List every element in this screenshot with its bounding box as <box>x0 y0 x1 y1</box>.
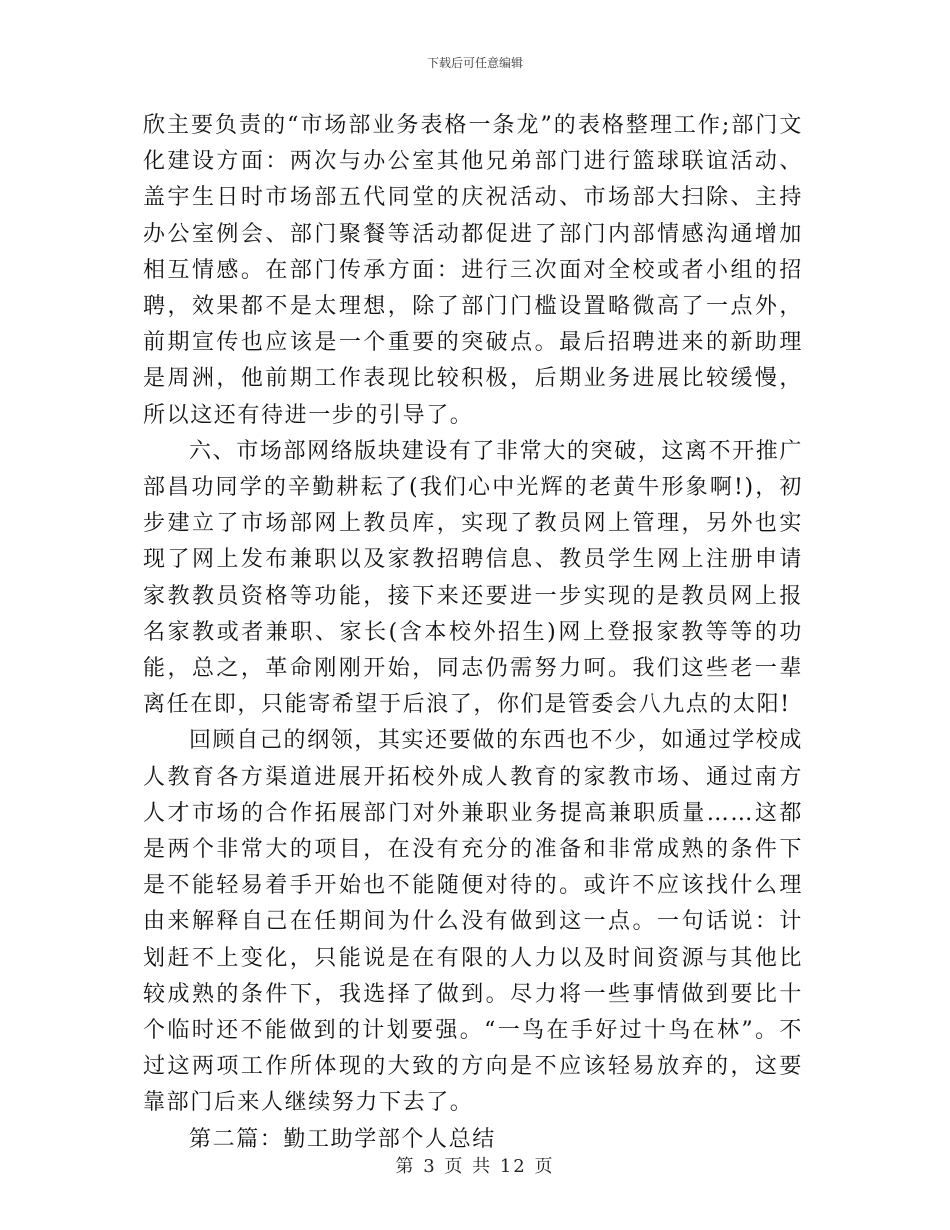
paragraph-continued: 欣主要负责的“市场部业务表格一条龙”的表格整理工作;部门文化建设方面：两次与办公室其他兄弟部门进行篮球联谊活动、盖宇生日时市场部五代同堂的庆祝活动、市场部大扫除、主持办公室例会、部门聚餐等活动都促进了部门内部情感沟通增加相互情感。在部门传承方面：进行三次面对全校或者小组的招聘，效果都不是太理想，除了部门门槛设置略微高了一点外，前期宣传也应该是一个重要的突破点。最后招聘进来的新助理是周洲，他前期工作表现比较积极，后期业务进展比较缓慢，所以这还有待进一步的引导了。 <box>143 113 803 428</box>
page-header: 下载后可任意编辑 <box>426 56 523 70</box>
page-number: 第 3 页 共 12 页 <box>395 1156 555 1177</box>
paragraph-review: 回顾自己的纲领，其实还要做的东西也不少，如通过学校成人教育各方渠道进展开拓校外成人教育的家教市场、通过南方人才市场的合作拓展部门对外兼职业务提高兼职质量……这都是两个非常大的项目，在没有充分的准备和非常成熟的条件下是不能轻易着手开始也不能随便对待的。或许不应该找什么理由来解释自己在任期间为什么没有做到这一点。一句话说：计划赶不上变化，只能说是在有限的人力以及时间资源与其他比较成熟的条件下，我选择了做到。尽力将一些事情做到要比十个临时还不能做到的计划要强。“一鸟在手好过十鸟在林”。不过这两项工作所体现的大致的方向是不应该轻易放弃的，这要靠部门后来人继续努力下去了。 <box>143 728 803 1116</box>
paragraph-six: 六、市场部网络版块建设有了非常大的突破，这离不开推广部昌功同学的辛勤耕耘了(我们心中光辉的老黄牛形象啊!)，初步建立了市场部网上教员库，实现了教员网上管理，另外也实现了网上发布兼职以及家教招聘信息、教员学生网上注册申请家教教员资格等功能，接下来还要进一步实现的是教员网上报名家教或者兼职、家长(含本校外招生)网上登报家教等等的功能，总之，革命刚刚开始，同志仍需努力呵。我们这些老一辈离任在即，只能寄希望于后浪了，你们是管委会八九点的太阳! <box>143 438 803 718</box>
section-heading: 第二篇：勤工助学部个人总结 <box>189 1126 496 1152</box>
document-body <box>143 108 803 1158</box>
